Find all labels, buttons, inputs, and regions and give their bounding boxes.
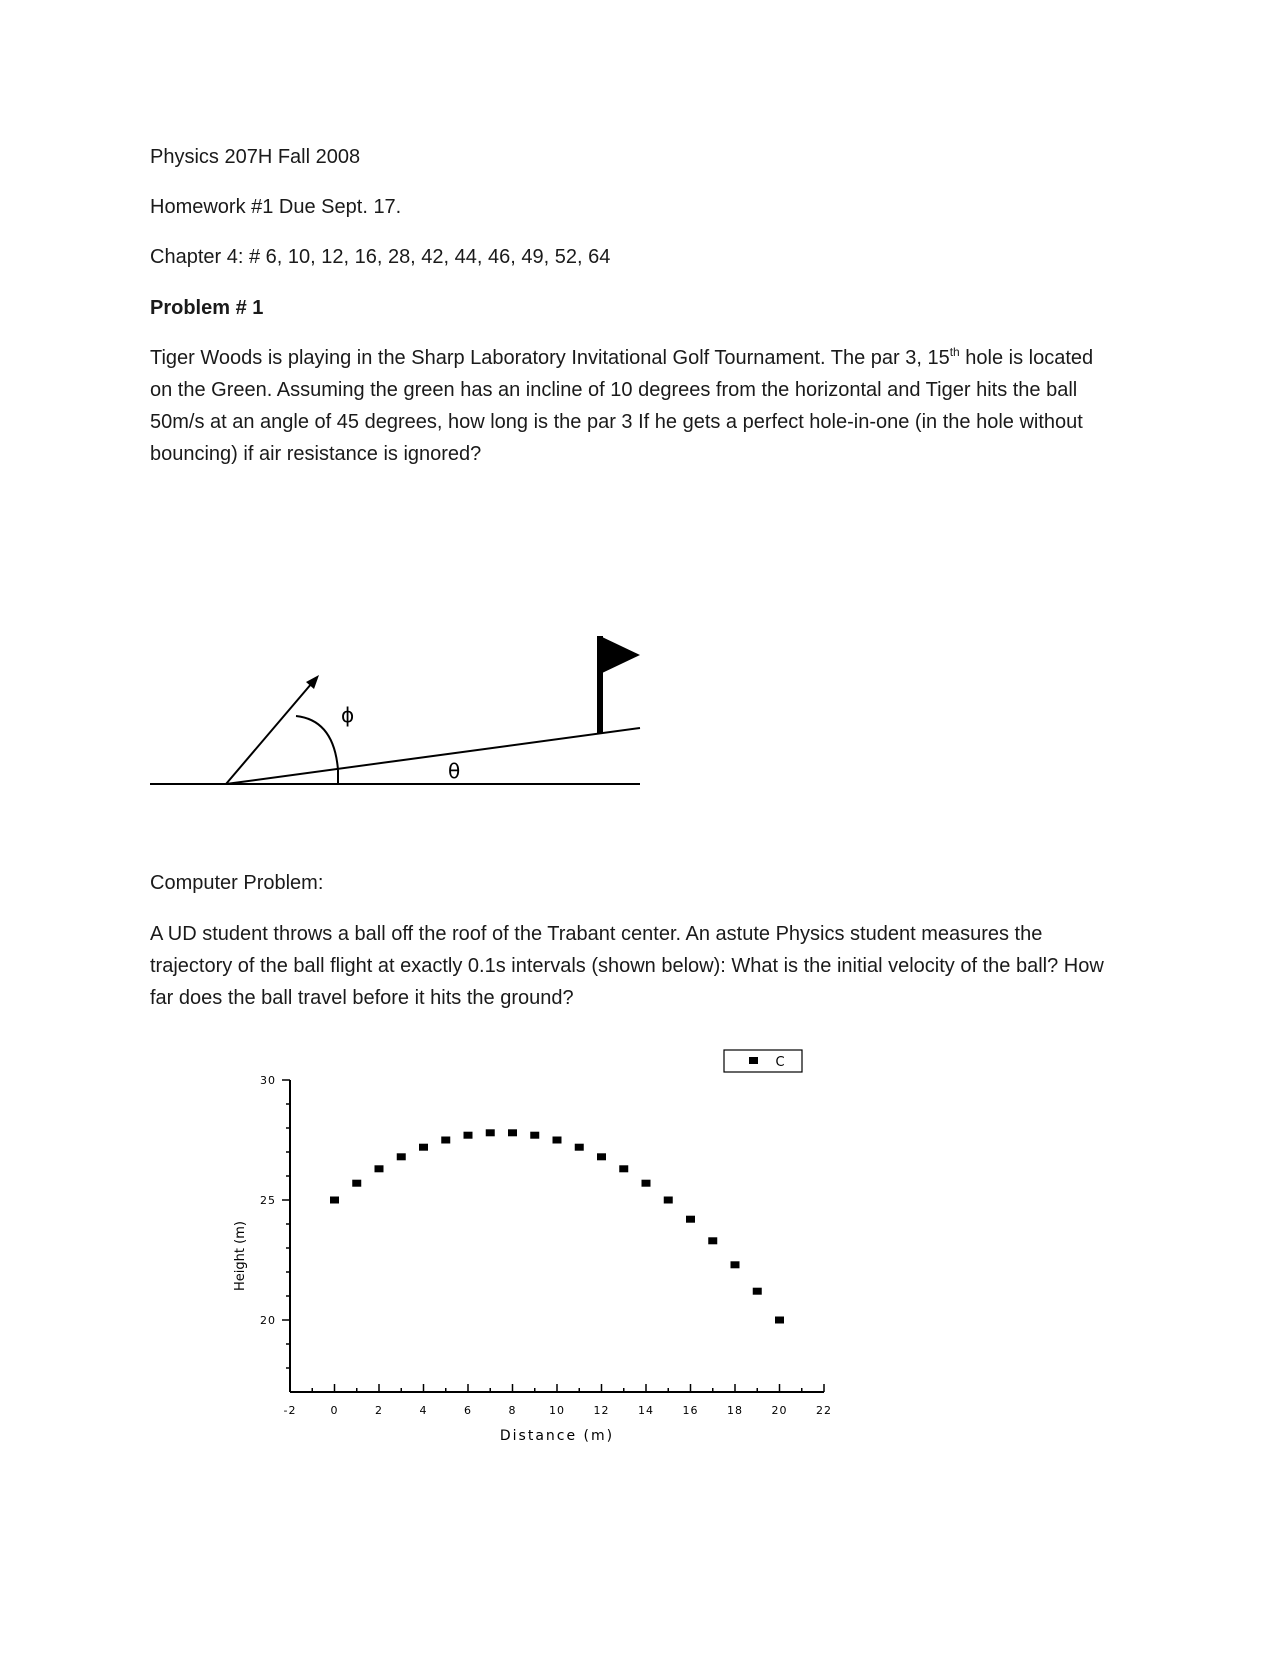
theta-label: θ: [448, 759, 461, 783]
legend: [724, 1050, 802, 1072]
chapter-problems-line: Chapter 4: # 6, 10, 12, 16, 28, 42, 44, 46, 49, 52, 64: [150, 246, 611, 268]
y-ticks-group: [260, 1074, 290, 1368]
y-tick-label: 25: [260, 1194, 276, 1207]
computer-problem-text: A UD student throws a ball off the roof of the Trabant center. An astute Physics student measures the trajectory of the ball flight at exactly 0.1s intervals (shown below): What is the initial velocity of the ball? How far does the ball travel before it hits the ground?: [150, 923, 1104, 1009]
data-point: [619, 1165, 628, 1172]
data-point: [419, 1144, 428, 1151]
y-tick-label: 20: [260, 1314, 276, 1327]
data-point: [731, 1261, 740, 1268]
legend-marker: [749, 1057, 758, 1064]
data-point: [775, 1317, 784, 1324]
x-tick-label: 12: [593, 1404, 610, 1417]
x-tick-label: 22: [816, 1404, 832, 1417]
x-tick-label: 18: [727, 1404, 743, 1417]
y-axis-label: Height (m): [233, 1221, 248, 1291]
y-tick-label: 30: [260, 1074, 276, 1087]
x-tick-label: 2: [375, 1404, 383, 1417]
problem-1-heading: Problem # 1: [150, 297, 264, 319]
data-point: [441, 1137, 450, 1144]
data-point: [486, 1129, 495, 1136]
x-tick-label: 10: [549, 1404, 565, 1417]
x-tick-label: 0: [330, 1404, 339, 1417]
homework-due-line: Homework #1 Due Sept. 17.: [150, 196, 402, 218]
computer-problem-heading: Computer Problem:: [150, 872, 324, 894]
x-tick-label: 20: [771, 1404, 788, 1417]
problem-1-text-part2: hole is located on the Green. Assuming the green has an incline of 10 degrees from the horizontal and Tiger hits the ball 50m/s at an angle of 45 degrees, how long is the par 3 If he gets a perfect hole-in-one (in the hole without bouncing) if air resistance is ignored?: [150, 347, 1094, 465]
course-title: Physics 207H Fall 2008: [150, 146, 361, 168]
data-point: [664, 1197, 673, 1204]
data-point: [553, 1137, 562, 1144]
legend-label: C: [775, 1055, 785, 1070]
data-point: [530, 1132, 539, 1139]
data-point: [686, 1216, 695, 1223]
x-tick-label: 14: [638, 1404, 654, 1417]
x-tick-label: 6: [464, 1404, 472, 1417]
data-point: [597, 1153, 606, 1160]
x-ticks-group: [284, 1384, 832, 1417]
data-point: [642, 1180, 651, 1187]
data-point: [508, 1129, 517, 1136]
phi-label: ϕ: [341, 703, 355, 727]
data-point: [352, 1180, 361, 1187]
data-point: [575, 1144, 584, 1151]
ordinal-suffix: th: [949, 345, 960, 359]
x-tick-label: 16: [682, 1404, 699, 1417]
data-point: [397, 1153, 406, 1160]
legend-box: [724, 1050, 802, 1072]
x-axis-label: Distance (m): [499, 1428, 615, 1444]
data-point: [330, 1197, 339, 1204]
data-point: [464, 1132, 473, 1139]
data-point: [375, 1165, 384, 1172]
problem-1-text-part1: Tiger Woods is playing in the Sharp Laboratory Invitational Golf Tournament. The par 3, 15: [150, 347, 950, 369]
x-tick-label: 8: [508, 1404, 517, 1417]
x-tick-label: 4: [419, 1404, 428, 1417]
data-points-group: [330, 1129, 784, 1323]
data-point: [753, 1288, 762, 1295]
x-tick-label: -2: [283, 1404, 297, 1417]
data-point: [708, 1237, 717, 1244]
